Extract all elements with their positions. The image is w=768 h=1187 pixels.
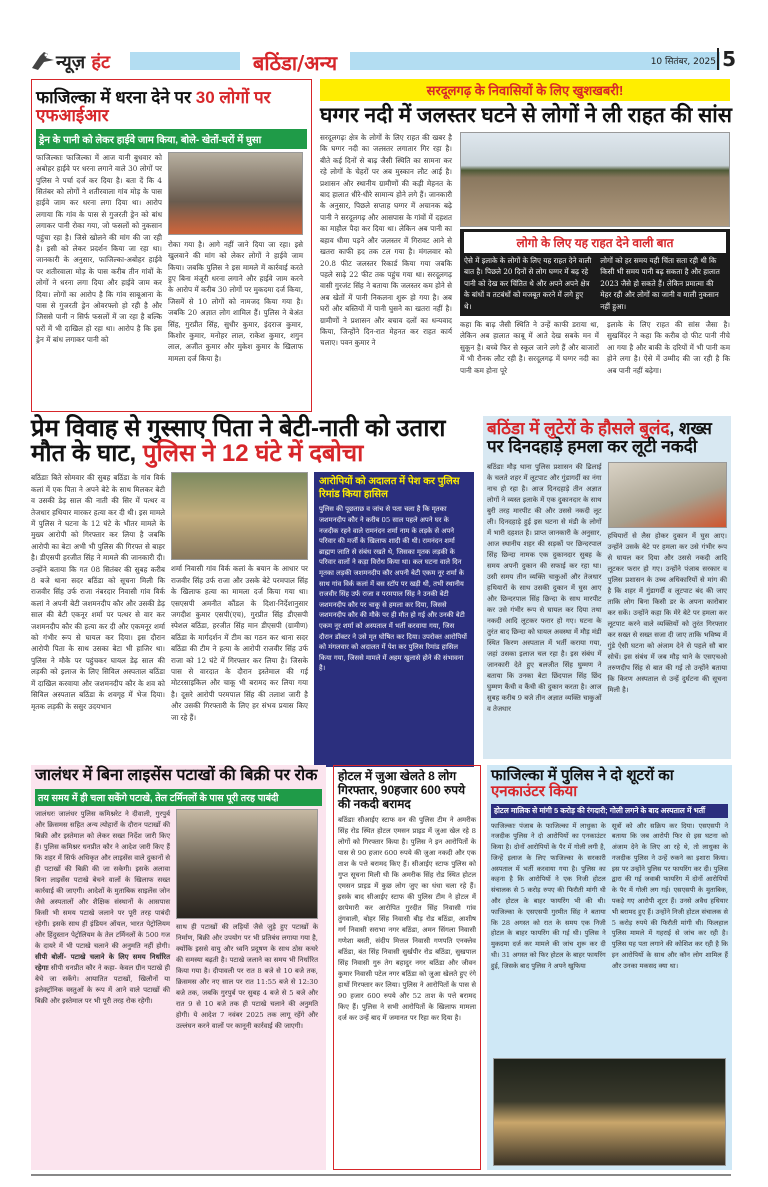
headline: प्रेम विवाह से गुस्साए पिता ने बेटी-नाती को उतारा मौत के घाट, पुलिस ने 12 घंटे में दबोचा [31, 415, 446, 468]
victim-photo [608, 462, 727, 528]
article-body: फाजिल्काः पंजाब के फाजिल्का में लाधुका के नजदीक पुलिस ने दो आरोपियों का एनकाउंटर किया है। दोनों आरोपियों के पैर में गोली लगी है, जिन्हें इलाज के लिए फाजिल्का के सरकारी अस्पताल में भर्ती करवाया गया है। पुलिस का कहना है कि आरोपियों ने एक निजी होटल संचालक से 5 करोड़ रुपए की फिरौती मांगी थी और होटल के बाहर फायरिंग भी की थी। फाजिल्का के एसएसपी गुरमीत सिंह ने बताया कि 28 अगस्त को रात के समय एक निजी होटल के बाहर फायरिंग की गई थी। पुलिस ने मुकदमा दर्ज कर मामले की जांच शुरू कर दी थी। 31 अगस्त को फिर होटल के बाहर फायरिंग हुई, जिसके बाद पुलिस ने अपने खुफिया [491, 821, 606, 970]
protest-photo [168, 152, 303, 235]
subheadline: तय समय में ही चला सकेंगे पटाखे, तेल टर्मिनलों के पास पूरी तरह पाबंदी [35, 789, 322, 806]
article-body: हथियारों से लैस होकर दुकान में घुस आए। उन्होंने उसके बेटे पर हमला कर उसे गंभीर रूप से घायल कर दिया और उससे नकदी आदि लूटकर फरार हो गए। उन्होंने पंजाब सरकार व पुलिस प्रशासन के उच्च अधिकारियों से मांग की है कि शहर में गुंडागर्दी व लूटपाट बंद की जाए ताकि लोग बिना किसी डर के अपना कारोबार कर सकें। उन्होंने कहा कि मेरे बेटे पर हमला कर लूटपाट करने वाले व्यक्तियों को तुरंत गिरफ्तार कर सख्त से सख्त सजा दी जाए ताकि भविष्य में गुंडे ऐसी घटना को अंजाम देने से पहले सौ बार सोचें। इस संबंध में जब मौड़ थाने के एसएचओ तरुणदीप सिंह से बात की गई तो उन्होंने बताया कि किरण अस्पताल से उन्हें दुर्घटना की सूचना मिली है। [607, 531, 727, 694]
eagle-logo-icon [30, 48, 56, 74]
police-photo [171, 472, 308, 560]
callout-box [460, 229, 730, 316]
callout-text: लोगों को हर समय यही चिंता सता रही थी कि किसी भी समय पानी बढ़ सकता है और हालात 2023 जैसे हो सकते हैं। लेकिन प्रमात्मा की मेहर रही और लोगों का जानी व माली नुकसान नहीं हुआ। [600, 256, 720, 311]
sidebar-text: पुलिस की पूछताछ व जांच से पता चला है कि मृतका जशमनदीप कौर ने करीब 05 साल पहले अपने घर के नजदीक रहने वाले रामनंदन शर्मा नाम के लड़के से अपने परिवार की मर्जी के खिलाफ शादी की थी। रामनंदन शर्मा ब्राह्मण जाति से संबंध रखते थे, जिसका मृतक लड़की के परिवार वालों ने कड़ा विरोध किया था। कल घटना वाले दिन मृतका लड़की जशमनदीप कौर अपनी बेटी एकम नूर शर्मा के साथ गांव विर्क कलां में बस स्टॉप पर खड़ी थी, तभी स्थानीय राजवीर सिंह उर्फ राजा व परमपाल सिंह ने उनकी बेटी जशमनदीप कौर पर चाकू से हमला कर दिया, जिससे जशमनदीप कौर की मौके पर ही मौत हो गई और उनकी बेटी एकम नूर शर्मा को अस्पताल में भर्ती करवाया गया, जिस दौरान डॉक्टर ने उसे मृत घोषित कर दिया। उपरोक्त आरोपियों को मंगलवार को अदालत में पेश कर पुलिस रिमांड हासिल किया गया, जिससे मामले में अहम खुलासे होने की संभावना है। [319, 505, 467, 673]
story-honour-killing [31, 416, 476, 761]
article-body: बठिंडाः सीआईए स्टाफ वन की पुलिस टीम ने अमरीक सिंह रोड स्थित होटल एमसन प्राइड में जुआ खेल रहे 8 लोगों को गिरफ्तार किया है। पुलिस ने इन आरोपितों के पास से 90 हजार 600 रुपये की जुआ नकदी और एक ताश के पत्ते बरामद किए हैं। सीआईए स्टाफ पुलिस को गुप्त सूचना मिली थी कि अमरीक सिंह रोड स्थित होटल एमसन प्राइड में कुछ लोग जुए का धंधा चला रहे हैं। इसके बाद सीआईए स्टाफ की पुलिस टीम ने होटल में छापेमारी कर आरोपित गुरदीत सिंह निवासी गांव तुंगवाली, बोहर सिंह निवासी बीड़ रोड बठिंडा, आशीष गर्ग निवासी सराभा नगर बठिंडा, अमन सिंगला निवासी गणेशा बस्ती, संदीप मित्तल निवासी गणपति एनक्लेव बठिंडा, बंत सिंह निवासी सुर्खपीर रोड बठिंडा, सुखपाल सिंह निवासी गुरु तेग बहादुर नगर बठिंडा और जीवन कुमार निवासी पटेल नगर बठिंडा को जुआ खेलते हुए रंगे हाथों गिरफ्तार कर लिया। पुलिस ने आरोपितों के पास से 90 हजार 600 रुपये और 52 ताश के पत्ते बरामद किए हैं। पुलिस ने सभी आरोपितों के खिलाफ मामला दर्ज कर उन्हें बाद में जमानत पर रिहा कर दिया है। [338, 816, 476, 1022]
subheadline: ड्रेन के पानी को लेकर हाईवे जाम किया, बोले- खेतों-घरों में घुसा [36, 129, 307, 149]
date-line: 10 सितंबर, 2025 [650, 57, 716, 67]
subheadline: होटल मालिक से मांगी 5 करोड़ की रंगदारी; गोली लगने के बाद अस्पताल में भर्ती [491, 804, 728, 818]
article-body: रोका गया है। आगे नहीं जाने दिया जा रहा। इसे खुलवाने की मांग को लेकर लोगों ने हाईवे जाम किया। जबकि पुलिस ने इस मामले में कार्रवाई करते हुए बिना मंजूरी धरना लगाने और हाईवे जाम करने के आरोप में करीब 30 लोगों पर मुकदमा दर्ज किया, जिसमें से 10 लोगों को नामजद किया गया है। जबकि 20 अज्ञात लोग शामिल हैं। पुलिस ने बेअंत सिंह, गुरप्रीत सिंह, सुधीर कुमार, इंदराज कुमार, किशोर कुमार, मनोहर लाल, राकेश कुमार, शगुन लाल, अजीत कुमार और मुकेश कुमार के खिलाफ मामला दर्ज किया है। [168, 239, 303, 363]
story-gambling [333, 765, 481, 1170]
brand-logo[interactable]: न्यूज़ हंट [56, 52, 111, 73]
section-title: बठिंडा/अन्य [240, 49, 350, 76]
callout-title: लोगो के लिए यह राहत देने वाली बात [464, 232, 726, 253]
article-body: जालंधरः जालंधर पुलिस कमिश्नरेट ने दीवाली, गुरपुर्ब और क्रिसमस सहित अन्य त्योहारों के दौरान पटाखों की बिक्री और इस्तेमाल को लेकर सख्त निर्देश जारी किए हैं। पुलिस कमिश्नर धनप्रीत कौर ने आदेश जारी किए हैं कि शहर में सिर्फ अधिकृत और लाइसेंस वाले दुकानों से ही पटाखों की बिक्री की जा सकेगी। इसके अलावा बिना लाइसेंस पटाखे बेचने वालों के खिलाफ सख्त कार्रवाई की जाएगी। आदेशों के मुताबिक साइलेंस जोन जैसे अस्पतालों और शैक्षिक संस्थानों के आसपास किसी भी समय पटाखे जलाने पर पूरी तरह पाबंदी रहेगी। इसके साथ ही इंडियन ऑयल, भारत पेट्रोलियम और हिंदुस्तान पेट्रोलियम के तेल टर्मिनलों के 500 गज के दायरे में भी पटाखे चलाने की अनुमति नहीं होगी। सीपी बोलीं- पटाखे चलाने के लिए समय निर्धारित रहेगाः सीपी धनप्रीत कौर ने कहा- केवल ग्रीन पटाखे ही बेचे जा सकेंगे। आयातित पटाखों, खिलौनों या इलेक्ट्रॉनिक वस्तुओं के रूप में आने वाले पटाखों की बिक्री और इस्तेमाल पर भी पूरी तरह रोक रहेगी। [35, 809, 170, 1005]
headline: जालंधर में बिना लाइसेंस पटाखों की बिक्री पर रोक [35, 767, 318, 784]
callout-text: ऐसे में इलाके के लोगों के लिए यह राहत देने वाली बात है। पिछले 20 दिनों से लोग घग्गर में बढ़ रहे पानी को देख कर चिंतित थे और अपने अपने क्षेत्र के बांधों व तटबंधों को मजबूत करने में लगे हुए थे। [464, 256, 592, 311]
sidebar-box [314, 472, 474, 767]
river-photo [460, 132, 730, 227]
page-number: 5 [717, 48, 736, 70]
article-body: शर्मा निवासी गांव विर्क कलां के बयान के आधार पर राजवीर सिंह उर्फ राजा और उसके बेटे परमपाल सिंह के खिलाफ हत्या का मामला दर्ज किया गया था। एसएसपी अमनीत कौंडल के दिशा-निर्देशानुसार जगदीश कुमार एसपी(एच), गुरप्रीत सिंह डीएसपी स्पेशल बठिंडा, हरजीत सिंह मान डीएसपी (ग्रामीण) बठिंडा के मार्गदर्शन में टीम का गठन कर थाना सदर बठिंडा की टीम ने हत्या के आरोपी राजवीर सिंह उर्फ राजा को 12 घंटे में गिरफ्तार कर लिया है। जिसके पास से वारदात के दौरान इस्तेमाल की गई मोटरसाइकिल और चाकू भी बरामद कर लिया गया है। दूसरे आरोपी परमपाल सिंह की तलाश जारी है और उसकी गिरफ्तारी के लिए हर संभव प्रयास किए जा रहे हैं। [171, 564, 308, 722]
masthead-band [130, 52, 240, 70]
headline: बठिंडा में लुटेरों के हौसले बुलंद, शख्स पर दिनदहाड़े हमला कर लूटी नकदी [487, 419, 712, 456]
article-body: साथ ही पटाखों की लड़ियों जैसे जुड़े हुए पटाखों के निर्माण, बिक्री और उपयोग पर भी प्रतिबंध लगाया गया है, क्योंकि इससे वायु और ध्वनि प्रदूषण के साथ ठोस कचरे की समस्या बढ़ती है। पटाखे जलाने का समय भी निर्धारित किया गया है। दीपावली पर रात 8 बजे से 10 बजे तक, क्रिसमस और नए साल पर रात 11:55 बजे से 12:30 बजे तक, जबकि गुरपुर्ब पर सुबह 4 बजे से 5 बजे और रात 9 से 10 बजे तक ही पटाखे चलाने की अनुमति होगी। ये आदेश 7 नवंबर 2025 तक लागू रहेंगे और उल्लंघन करने वालों पर कानूनी कार्रवाई की जाएगी। [176, 922, 318, 1030]
kicker: सरदूलगढ़ के निवासियों के लिए खुशखबरी! [320, 79, 730, 101]
headline: फाजिल्का में धरना देने पर 30 लोगों पर एफआईआर [36, 88, 271, 125]
article-body: कहा कि बाढ़ जैसी स्थिति ने उन्हें काफी डराया था, लेकिन अब हालात काबू में आते देख सबके मन में सुकून है। बच्चे फिर से स्कूल जाने लगे हैं और बाजारों में भी रौनक लौट रही है। सरदूलगढ़ में घग्गर नदी का पानी कम होना पूरे [460, 320, 599, 375]
article-body: इलाके के लिए राहत की सांस जैसा है। सुखविंदर ने कहा कि करीब दो फीट पानी नीचे आ गया है और बाकी के दरियों में भी पानी कम होने लगा है। ऐसे में उम्मीद की जा रही है कि अब पानी नहीं बढ़ेगा। [606, 320, 730, 375]
story-firecrackers [31, 765, 326, 1170]
sidebar-head: आरोपियों को अदालत में पेश कर पुलिस रिमांड किया हासिल [319, 476, 460, 501]
story-robbery [483, 416, 731, 759]
headline: घग्गर नदी में जलस्तर घटने से लोगों ने ली राहत की सांस [320, 104, 732, 127]
story-encounter [487, 765, 732, 1170]
article-body: फाजिल्काः फाजिल्का में आज यानी बुधवार को अबोहर हाईवे पर धरना लगाने वाले 30 लोगों पर पुलिस ने पर्चा दर्ज कर दिया है। बता दें कि 4 सितंबर को लोगों ने शतीरवाला गांव मोड़ के पास हाईवे जाम कर धरना लगा दिया था। आरोप लगाया कि गांव के पास से गुजरती ड्रेन को बांध लगाकर पानी रोका गया, जो फसलों को नुकसान पहुंचा रहा है। जिसे खोलने की मांग की जा रही है। इसी को लेकर प्रदर्शन किया जा रहा था। जानकारी के अनुसार, फाजिल्का-अबोहर हाईवे पर शतीरवाला मोड़ के पास करीब तीन गांवों के लोगों ने धरना लगा दिया और हाईवे जाम कर दिया। लोगों का आरोप है कि गांव साबूआना के पास से गुजरती ड्रेन ओवरफ्लो हो रही है और जिससे पानी न सिर्फ फसलों में जा रहा है बल्कि घरों में भी दाखिल हो रहा था। आरोप है कि इस ड्रेन में बांध लगाकर पानी को [36, 152, 162, 345]
registration-line [31, 1174, 731, 1176]
article-body: सरदूलगढ़ः क्षेत्र के लोगों के लिए राहत की खबर है कि घग्गर नदी का जलस्तर लगातार गिर रहा है। बीते कई दिनों से बाढ़ जैसी स्थिति का सामना कर रहे लोगों के चेहरों पर अब मुस्कान लौट आई है। प्रशासन और स्थानीय ग्रामीणों की कड़ी मेहनत के बाद हालात धीरे-धीरे सामान्य होने लगे हैं। जानकारी के अनुसार, पिछले सप्ताह घग्गर में अचानक बढ़े पानी ने सरदूलगढ़ और आसपास के गांवों में दहशत का माहौल पैदा कर दिया था। लेकिन अब पानी का बहाव धीमा पड़ने और जलस्तर में गिरावट आने से खतरा काफी हद तक टल गया है। मंगलवार को 20.8 फीट जलस्तर रिकार्ड किया गया जबकि पहले साढ़े 22 फीट तक पहुंच गया था। सरदूलगढ़ वासी गुरजंट सिंह ने बताया कि जलस्तर कम होने से अब खेतों में पानी निकलना शुरू हो गया है। अब घरों और बस्तियों में पानी घुसने का खतरा नहीं है। ग्रामीणों ने प्रशासन और बचाव दलों का धन्यवाद किया, जिन्होंने दिन-रात मेहनत कर राहत कार्य चलाए। पवन कुमार ने [320, 133, 452, 348]
headline: फाजिल्का में पुलिस ने दो शूटरों का एनकाउंटर किया [491, 767, 674, 800]
story-fazilka-dharna [31, 79, 312, 412]
article-body: सूत्रों को और सक्रिय कर दिया। एसएसपी ने बताया कि जब आरोपी फिर से इस घटना को अंजाम देने के लिए आ रहे थे, तो लाधुका के नजदीक पुलिस ने उन्हें रुकने का इशारा किया। इस पर उन्होंने पुलिस पर फायरिंग कर दी। पुलिस द्वारा की गई जवाबी फायरिंग में दोनों आरोपियों के पैर में गोली लग गई। एसएसपी के मुताबिक, पकड़े गए आरोपी शूटर हैं। उनसे अवैध हथियार भी बरामद हुए हैं। उन्होंने निजी होटल संचालक से 5 करोड़ रुपये की फिरौती मांगी थी। फिलहाल पुलिस मामले में गहराई से जांच कर रही है। पुलिस यह पता लगाने की कोशिश कर रही है कि इन आरोपियों के साथ और कौन लोग शामिल हैं और उनका मकसद क्या था। [611, 821, 728, 970]
encounter-photo [493, 1058, 726, 1166]
masthead [30, 48, 738, 76]
article-body: बठिंडाः बिते सोमवार की सुबह बठिंडा के गांव विर्क कलां में एक पिता ने अपने बेटे के साथ मिलकर बेटी व उसकी डेढ़ साल की नाती की सिर में पत्थर व तेजधार हथियार मारकर हत्या कर दी थी। इस मामले में पुलिस ने घटना के 12 घंटे के भीतर मामले के मुख्य आरोपी को गिरफ्तार कर लिया है जबकि आरोपी का बेटा अभी भी पुलिस की गिरफ्त से बाहर है। डीएसपी हरजीत सिंह ने मामले की जानकारी दी। उन्होंने बताया कि गत 08 सितंबर की सुबह करीब 8 बजे थाना सदर बठिंडा को सूचना मिली कि राजवीर सिंह उर्फ राजा नंबरदार निवासी गांव विर्क कलां ने अपनी बेटी जशमनदीप कौर और उसकी डेढ़ साल की बेटी एकनूर शर्मा पर पत्थर से वार कर जशमनदीप कौर की हत्या कर दी और एकमनूर शर्मा को गंभीर रूप से घायल कर दिया। इस दौरान आरोपी पिता के साथ उसका बेटा भी हाजिर था। पुलिस ने मौके पर पहुंचकर घायल डेढ़ साल की लड़की को इलाज के लिए सिविल अस्पताल बठिंडा में दाखिल करवाया और जशमनदीप कौर के शव को सिविल अस्पताल बठिंडा के शवगृह में भेज दिया। मृतक लड़की के ससुर उदयभान [31, 473, 165, 711]
story-ghaggar [320, 79, 730, 409]
commissioner-photo [176, 809, 318, 919]
article-body: बठिंडाः मौड़ थाना पुलिस प्रशासन की ढिलाई के चलते शहर में लूटपाट और गुंडागर्दी का नंगा नाच हो रहा है। आज दिनदहाड़े तीन अज्ञात लोगों ने व्यस्त इलाके में एक दुकानदार के साथ बुरी तरह मारपीट की और उससे नकदी लूट ली। दिनदहाड़े हुई इस घटना से मंडी के लोगों में भारी दहशत है। प्राप्त जानकारी के अनुसार, आज स्थानीय शहर की सड़कों पर छिन्दरपाल सिंह छिन्दा नामक एक दुकानदार सुबह के समय अपनी दुकान की सफाई कर रहा था। उसी समय तीन व्यक्ति चाकुओं और तेजधार हथियारों के साथ उसकी दुकान में घुस आए और छिन्दरपाल सिंह छिन्दा के साथ मारपीट कर उसे गंभीर रूप से घायल कर दिया तथा नकदी आदि लूटकर फरार हो गए। घटना के तुरंत बाद छिन्दा को घायल अवस्था में मौड़ मंडी स्थित किरण अस्पताल में भर्ती कराया गया, जहां उसका इलाज चल रहा है। इस संबंध में जानकारी देते हुए बलजीत सिंह घुम्मण ने बताया कि उनका बेटा छिंदपाल सिंह छिंद घुम्मण कैंची व कैंची की दुकान करता है। आज सुबह करीब 9 बजे तीन अज्ञात व्यक्ति चाकुओं व तेजधार [487, 462, 602, 713]
headline: होटल में जुआ खेलते 8 लोग गिरफ्तार, 90हजार 600 रुपये की नकदी बरामद [338, 769, 466, 811]
